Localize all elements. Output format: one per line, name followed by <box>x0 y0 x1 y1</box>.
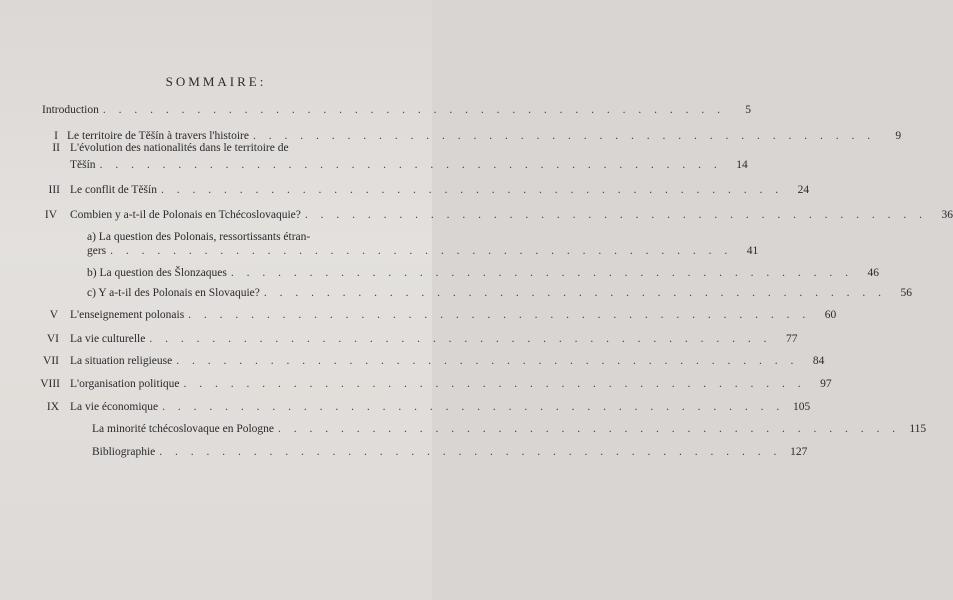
leader-dots: . . . . . . . . . . . . . . . . . . . . . . . . . . . . . . . . . . . . . . . . <box>183 378 806 390</box>
chapter-number: VI <box>46 333 59 345</box>
page-number: 41 <box>746 245 759 257</box>
entry-title-continuation: gers <box>87 245 107 257</box>
entry-title: L'évolution des nationalités dans le territoire de <box>70 142 289 154</box>
entry-title: La situation religieuse <box>70 355 173 367</box>
page-number: 36 <box>941 209 953 221</box>
entry-title: b) La question des Šlonzaques <box>87 267 227 279</box>
leader-dots: . . . . . . . . . . . . . . . . . . . . . . . . . . . . . . . . . . . . . . . . <box>230 267 854 279</box>
leader-dots: . . . . . . . . . . . . . . . . . . . . . . . . . . . . . . . . . . . . . . . . <box>188 309 811 321</box>
entry-title: L'organisation politique <box>70 378 180 390</box>
entry-title: a) La question des Polonais, ressortissants étran- <box>87 231 311 243</box>
entry-title: Le territoire de Těšín à travers l'histoire <box>67 130 249 142</box>
chapter-number: II <box>52 142 60 154</box>
leader-dots: . . . . . . . . . . . . . . . . . . . . . . . . . . . . . . . . . . . . . . . . <box>110 245 733 257</box>
entry-title: La vie économique <box>70 401 159 413</box>
leader-dots: . . . . . . . . . . . . . . . . . . . . . . . . . . . . . . . . . . . . . . . . <box>278 423 901 435</box>
page-number: 5 <box>745 104 751 116</box>
page-number: 24 <box>797 184 810 196</box>
entry-title-continuation: Těšín <box>70 159 96 171</box>
page-number: 115 <box>909 423 927 435</box>
leader-dots: . . . . . . . . . . . . . . . . . . . . . . . . . . . . . . . . . . . . . . . . <box>99 159 722 171</box>
leader-dots: . . . . . . . . . . . . . . . . . . . . . . . . . . . . . . . . . . . . . . . . <box>263 287 887 299</box>
leader-dots: . . . . . . . . . . . . . . . . . . . . . . . . . . . . . . . . . . . . . . . . <box>304 209 927 221</box>
chapter-number: VIII <box>40 378 60 390</box>
page-number: 127 <box>790 446 808 458</box>
leader-dots: . . . . . . . . . . . . . . . . . . . . . . . . . . . . . . . . . . . . . . . . <box>149 333 772 345</box>
leader-dots: . . . . . . . . . . . . . . . . . . . . . . . . . . . . . . . . . . . . . . . . <box>102 104 725 116</box>
page-number: 84 <box>812 355 825 367</box>
chapter-number: I <box>54 130 58 142</box>
entry-title: Bibliographie <box>92 446 156 458</box>
entry-title: La vie culturelle <box>70 333 146 345</box>
toc-title: SOMMAIRE: <box>165 74 267 89</box>
chapter-number: IV <box>44 209 57 221</box>
chapter-number: IX <box>46 401 59 413</box>
page-number: 9 <box>895 130 902 142</box>
page-number: 60 <box>824 309 837 321</box>
page-number: 97 <box>820 378 832 390</box>
chapter-number: V <box>49 309 58 321</box>
entry-title: Le conflit de Těšín <box>70 184 157 196</box>
leader-dots: . . . . . . . . . . . . . . . . . . . . . . . . . . . . . . . . . . . . . . . . <box>159 446 782 458</box>
page-number: 14 <box>736 159 748 171</box>
page-number: 46 <box>867 267 880 279</box>
entry-title: Combien y a-t-il de Polonais en Tchécoslovaquie? <box>70 209 301 221</box>
page-number: 56 <box>900 287 913 299</box>
entry-title: L'enseignement polonais <box>70 309 185 321</box>
entry-title: Introduction <box>42 104 99 116</box>
page-number: 105 <box>793 401 811 413</box>
leader-dots: . . . . . . . . . . . . . . . . . . . . . . . . . . . . . . . . . . . . . . . . <box>176 355 799 367</box>
chapter-number: VII <box>43 355 59 367</box>
entry-title: La minorité tchécoslovaque en Pologne <box>92 423 275 435</box>
chapter-number: III <box>48 184 60 196</box>
leader-dots: . . . . . . . . . . . . . . . . . . . . . . . . . . . . . . . . . . . . . . . . <box>252 130 876 142</box>
page-number: 77 <box>785 333 798 345</box>
leader-dots: . . . . . . . . . . . . . . . . . . . . . . . . . . . . . . . . . . . . . . . . <box>160 184 784 196</box>
entry-title: c) Y a-t-il des Polonais en Slovaquie? <box>87 287 260 299</box>
leader-dots: . . . . . . . . . . . . . . . . . . . . . . . . . . . . . . . . . . . . . . . . <box>162 401 785 413</box>
